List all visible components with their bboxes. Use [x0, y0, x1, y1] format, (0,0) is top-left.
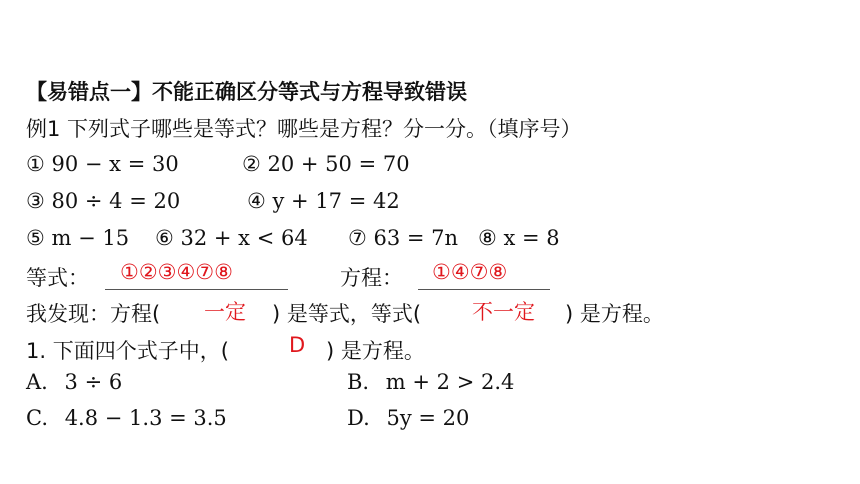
- option-d: [347, 406, 469, 430]
- expression-5: [26, 226, 129, 250]
- option-expr: 5y = 20: [386, 406, 470, 430]
- example-title: 例1 下列式子哪些是等式？哪些是方程？分一分。（填序号）: [26, 117, 582, 141]
- question-1-prefix: 1. 下面四个式子中，(: [26, 339, 229, 363]
- expression-2: [242, 152, 410, 176]
- item-mark: ⑧: [478, 226, 497, 250]
- expression-7: [348, 226, 458, 250]
- item-mark: ⑥: [155, 226, 174, 250]
- expression-8: [478, 226, 560, 250]
- item-mark: ③: [26, 189, 45, 213]
- finding-part-1: 我发现：方程(: [26, 302, 161, 326]
- option-letter: B.: [347, 370, 370, 394]
- option-letter: C.: [26, 406, 48, 430]
- option-c: [26, 406, 227, 430]
- item-expr: 90 − x = 30: [51, 152, 179, 176]
- option-letter: D.: [347, 406, 370, 430]
- finding-part-3: ) 是方程。: [565, 302, 664, 326]
- question-1-suffix: ) 是方程。: [326, 339, 425, 363]
- section-heading: 【易错点一】不能正确区分等式与方程导致错误: [26, 80, 467, 104]
- question-1-answer: D: [289, 333, 306, 357]
- item-mark: ①: [26, 152, 45, 176]
- item-expr: m − 15: [51, 226, 130, 250]
- expression-1: [26, 152, 179, 176]
- finding-answer-2: 不一定: [472, 300, 535, 324]
- equality-answer: ①②③④⑦⑧: [120, 260, 233, 284]
- option-a: [26, 370, 122, 394]
- item-expr: 20 + 50 = 70: [267, 152, 410, 176]
- item-expr: 80 ÷ 4 = 20: [51, 189, 181, 213]
- option-expr: 4.8 − 1.3 = 3.5: [64, 406, 227, 430]
- finding-part-2: ) 是等式，等式(: [272, 302, 422, 326]
- equality-label: 等式：: [26, 266, 89, 290]
- item-expr: y + 17 = 42: [272, 189, 400, 213]
- item-mark: ⑦: [348, 226, 367, 250]
- option-b: [347, 370, 514, 394]
- item-expr: 63 = 7n: [373, 226, 459, 250]
- equation-label: 方程：: [340, 266, 403, 290]
- option-expr: m + 2 > 2.4: [385, 370, 515, 394]
- option-letter: A.: [26, 370, 48, 394]
- equation-answer: ①④⑦⑧: [432, 260, 508, 284]
- option-expr: 3 ÷ 6: [64, 370, 123, 394]
- item-mark: ④: [247, 189, 266, 213]
- item-expr: 32 + x < 64: [180, 226, 308, 250]
- item-mark: ②: [242, 152, 261, 176]
- finding-answer-1: 一定: [204, 300, 246, 324]
- expression-6: [155, 226, 308, 250]
- expression-3: [26, 189, 180, 213]
- expression-4: [247, 189, 400, 213]
- item-expr: x = 8: [503, 226, 560, 250]
- equation-answer-underline: [418, 289, 550, 290]
- item-mark: ⑤: [26, 226, 45, 250]
- equality-answer-underline: [105, 289, 288, 290]
